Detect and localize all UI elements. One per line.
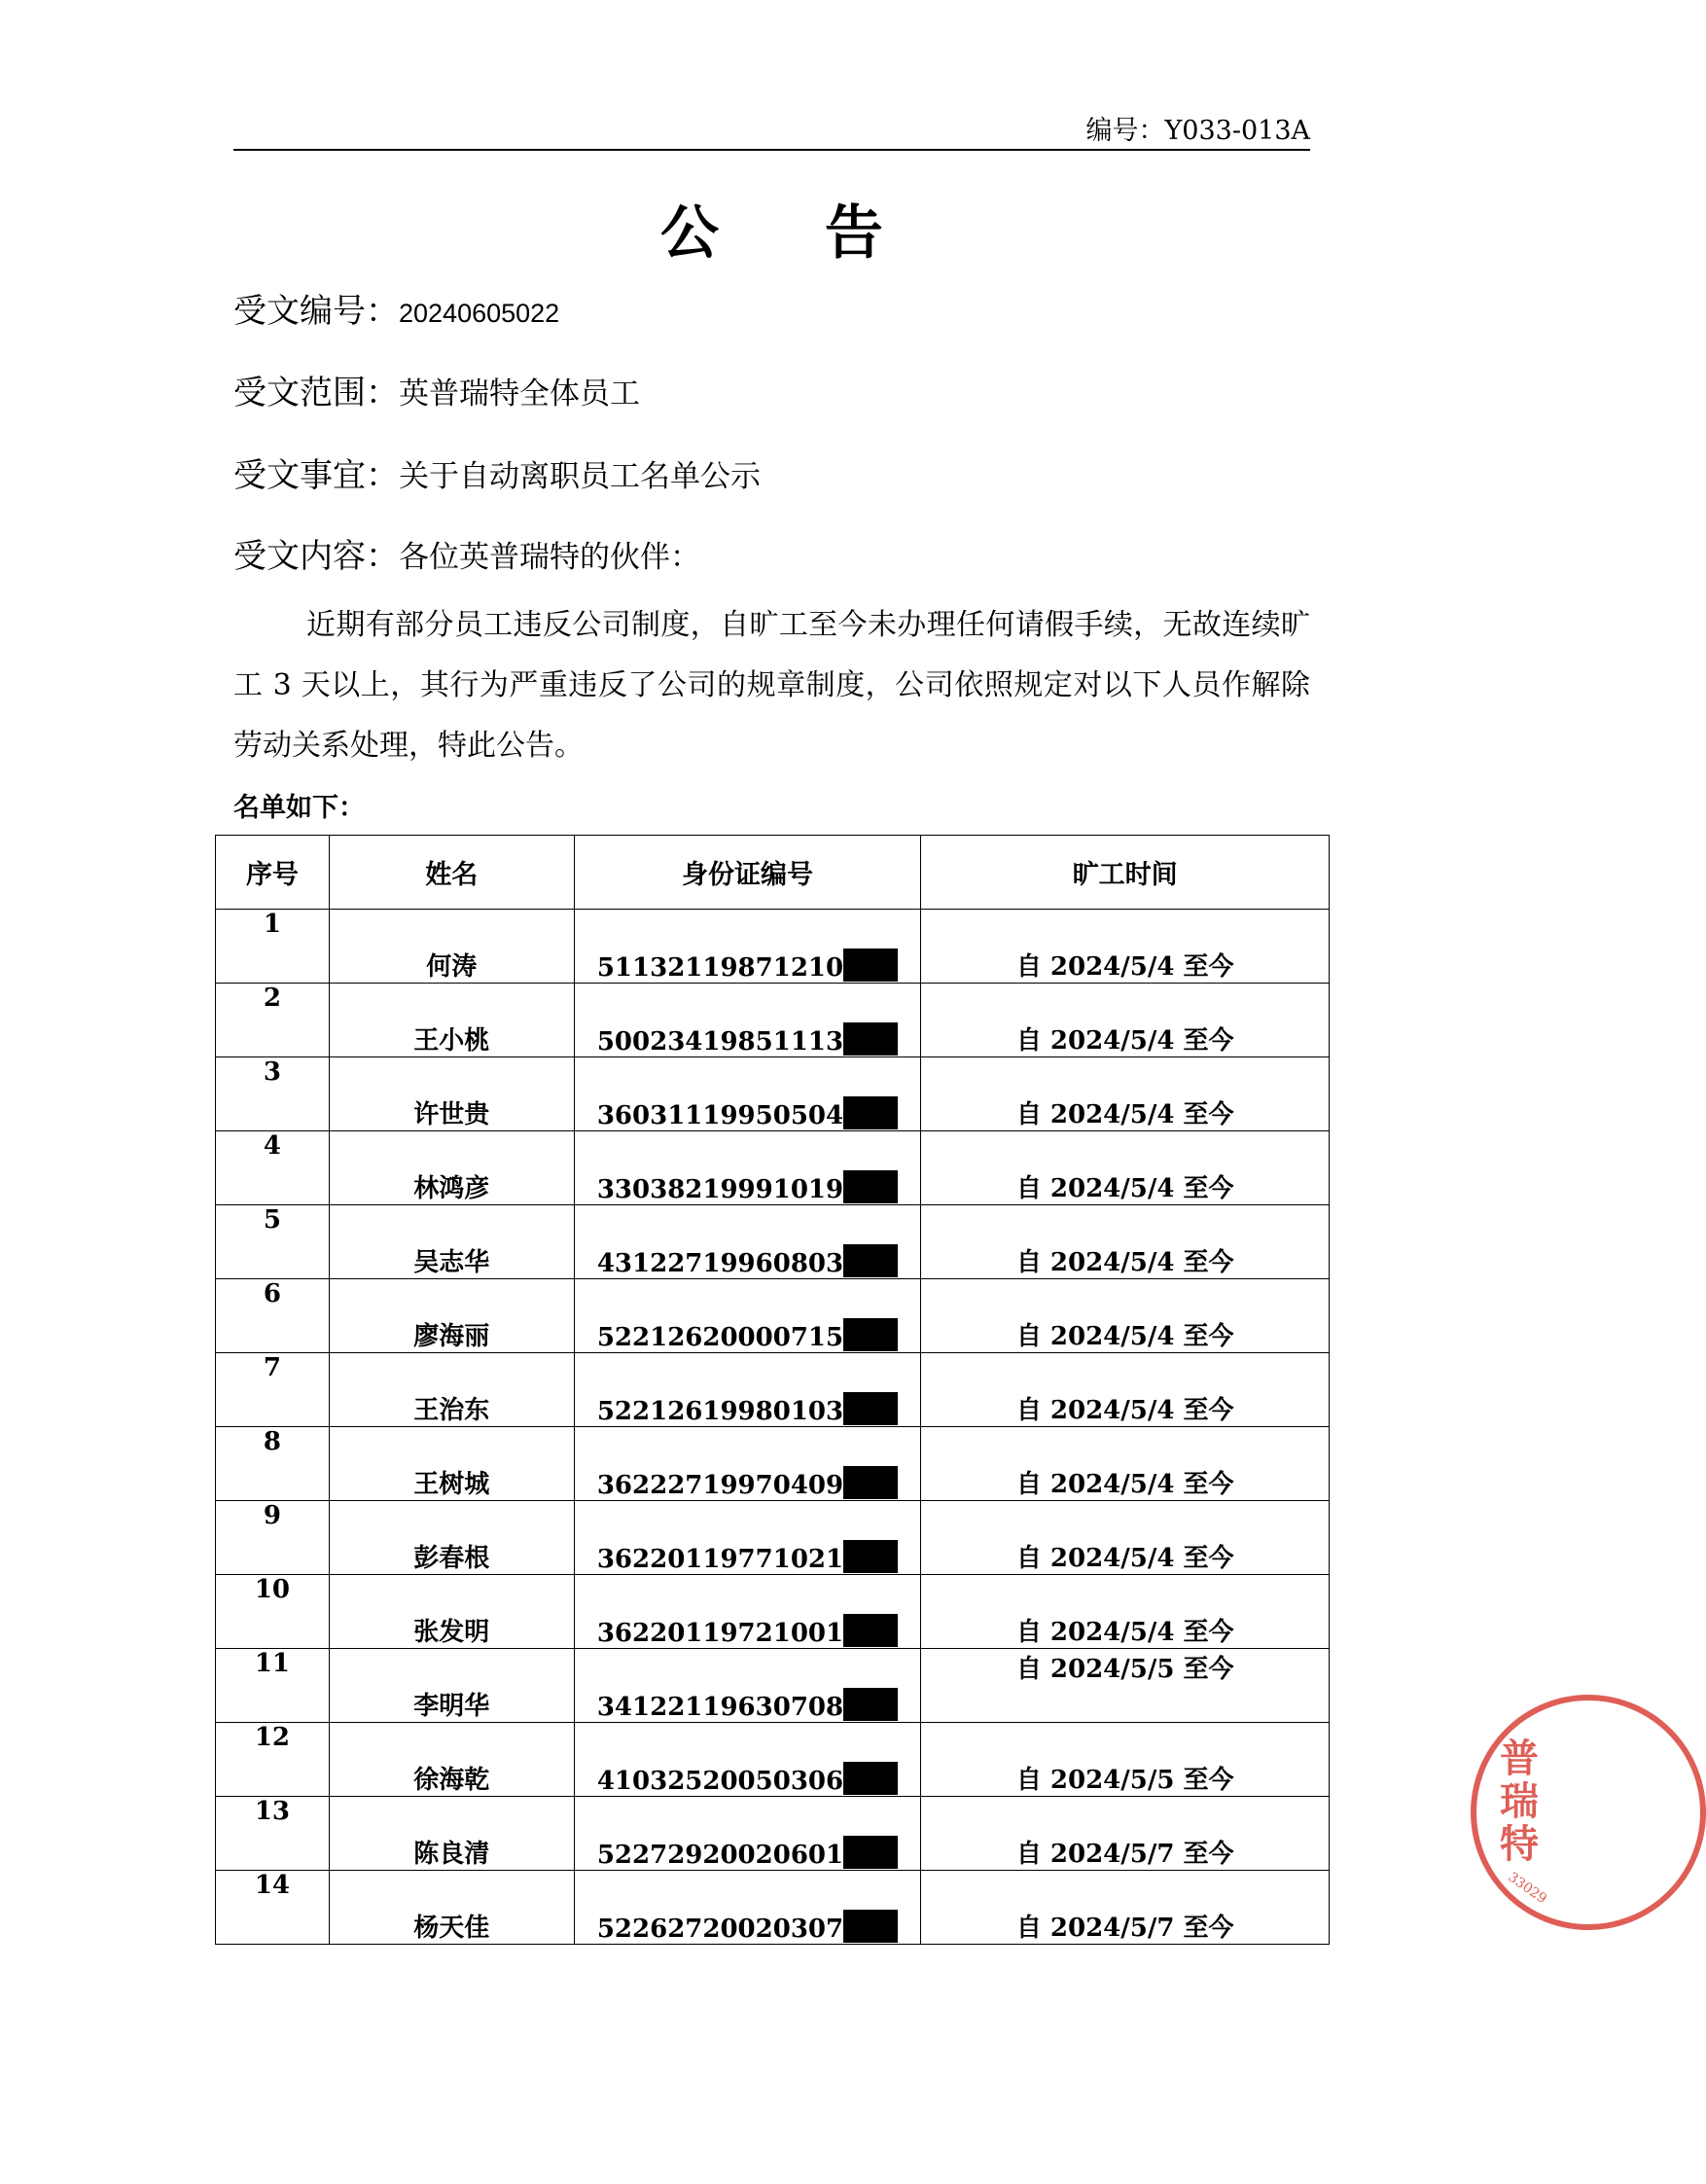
row-number: 6 [216,1279,330,1353]
id-number: 33038219991019 [574,1131,921,1205]
row-number: 4 [216,1131,330,1205]
table-header-row [216,836,1330,910]
redaction-block [843,1466,898,1499]
redaction-block [843,1244,898,1277]
employee-name: 王树城 [329,1427,574,1501]
employee-name: 许世贵 [329,1057,574,1131]
header-name: 姓名 [329,836,574,910]
redaction-block [843,1540,898,1573]
table-row [216,1649,1330,1723]
absence-time: 自 2024/5/4 至今 [921,1131,1330,1205]
row-number: 11 [216,1649,330,1723]
row-number: 3 [216,1057,330,1131]
employee-name: 吴志华 [329,1205,574,1279]
redaction-block [843,1318,898,1351]
id-number: 41032520050306 [574,1723,921,1797]
absence-time: 自 2024/5/4 至今 [921,1057,1330,1131]
employee-name: 彭春根 [329,1501,574,1575]
receipt-number-label: 受文编号： [233,292,399,331]
id-number: 43122719960803 [574,1205,921,1279]
id-number: 52272920020601 [574,1797,921,1871]
header-id: 身份证编号 [574,836,921,910]
employee-name: 李明华 [329,1649,574,1723]
absence-time: 自 2024/5/4 至今 [921,910,1330,984]
id-number: 52262720020307 [574,1871,921,1945]
id-number: 36222719970409 [574,1427,921,1501]
seal-code: 33029 [1505,1869,1550,1908]
absence-time: 自 2024/5/4 至今 [921,1427,1330,1501]
table-row [216,1279,1330,1353]
receipt-number-value: 20240605022 [399,299,560,328]
scope-label: 受文范围： [233,374,399,412]
table-row [216,1723,1330,1797]
table-row [216,1575,1330,1649]
table-row [216,1131,1330,1205]
redaction-block [843,1688,898,1721]
id-number: 52212619980103 [574,1353,921,1427]
employee-name: 徐海乾 [329,1723,574,1797]
redaction-block [843,1614,898,1647]
absence-time: 自 2024/5/4 至今 [921,1205,1330,1279]
absence-time: 自 2024/5/4 至今 [921,1353,1330,1427]
employee-name: 廖海丽 [329,1279,574,1353]
absence-time: 自 2024/5/5 至今 [921,1649,1330,1723]
table-row [216,1057,1330,1131]
scope-value: 英普瑞特全体员工 [399,376,640,412]
employee-name: 王治东 [329,1353,574,1427]
employee-name: 林鸿彦 [329,1131,574,1205]
document-number: 编号：Y033-013A [1085,116,1310,146]
redaction-block [843,1170,898,1203]
id-number: 50023419851113 [574,984,921,1057]
row-number: 13 [216,1797,330,1871]
row-number: 12 [216,1723,330,1797]
redaction-block [843,1762,898,1795]
id-number: 52212620000715 [574,1279,921,1353]
table-row [216,1353,1330,1427]
list-label: 名单如下： [233,793,365,823]
id-number: 51132119871210 [574,910,921,984]
header-rule [233,149,1310,151]
content-value: 各位英普瑞特的伙伴： [399,540,700,575]
employee-name: 张发明 [329,1575,574,1649]
employee-name: 王小桃 [329,984,574,1057]
redaction-block [843,949,898,982]
scope-field [233,366,640,413]
absence-time: 自 2024/5/4 至今 [921,1501,1330,1575]
redaction-block [843,1836,898,1869]
row-number: 14 [216,1871,330,1945]
redaction-block [843,1022,898,1056]
row-number: 9 [216,1501,330,1575]
content-field [233,529,700,577]
employee-name: 陈良清 [329,1797,574,1871]
redaction-block [843,1910,898,1943]
redaction-block [843,1392,898,1425]
matter-label: 受文事宜： [233,456,399,495]
absence-time: 自 2024/5/7 至今 [921,1871,1330,1945]
table-row [216,1205,1330,1279]
company-seal [1471,1695,1706,1930]
table-row [216,1501,1330,1575]
row-number: 7 [216,1353,330,1427]
table-row [216,1871,1330,1945]
absence-time: 自 2024/5/5 至今 [921,1723,1330,1797]
roster-table [215,835,1330,1945]
id-number: 36220119721001 [574,1575,921,1649]
page-title: 公 告 [660,199,926,268]
absence-time: 自 2024/5/4 至今 [921,1575,1330,1649]
absence-time: 自 2024/5/4 至今 [921,984,1330,1057]
absence-time: 自 2024/5/7 至今 [921,1797,1330,1871]
table-row [216,984,1330,1057]
receipt-number-field [233,284,559,332]
row-number: 5 [216,1205,330,1279]
body-paragraph: 近期有部分员工违反公司制度，自旷工至今未办理任何请假手续，无故连续旷工 3 天以上，其行为严重违反了公司的规章制度，公司依照规定对以下人员作解除劳动关系处理，特此公告。 [233,608,1310,763]
employee-name: 何涛 [329,910,574,984]
redaction-block [843,1096,898,1129]
seal-text: 普 瑞 特 [1500,1736,1539,1867]
row-number: 1 [216,910,330,984]
id-number: 34122119630708 [574,1649,921,1723]
content-label: 受文内容： [233,537,399,576]
row-number: 8 [216,1427,330,1501]
table-row [216,1427,1330,1501]
header-no: 序号 [216,836,330,910]
matter-value: 关于自动离职员工名单公示 [399,459,761,494]
absence-time: 自 2024/5/4 至今 [921,1279,1330,1353]
id-number: 36220119771021 [574,1501,921,1575]
employee-name: 杨天佳 [329,1871,574,1945]
table-row [216,910,1330,984]
matter-field [233,448,761,496]
row-number: 2 [216,984,330,1057]
header-time: 旷工时间 [921,836,1330,910]
id-number: 36031119950504 [574,1057,921,1131]
row-number: 10 [216,1575,330,1649]
table-row [216,1797,1330,1871]
